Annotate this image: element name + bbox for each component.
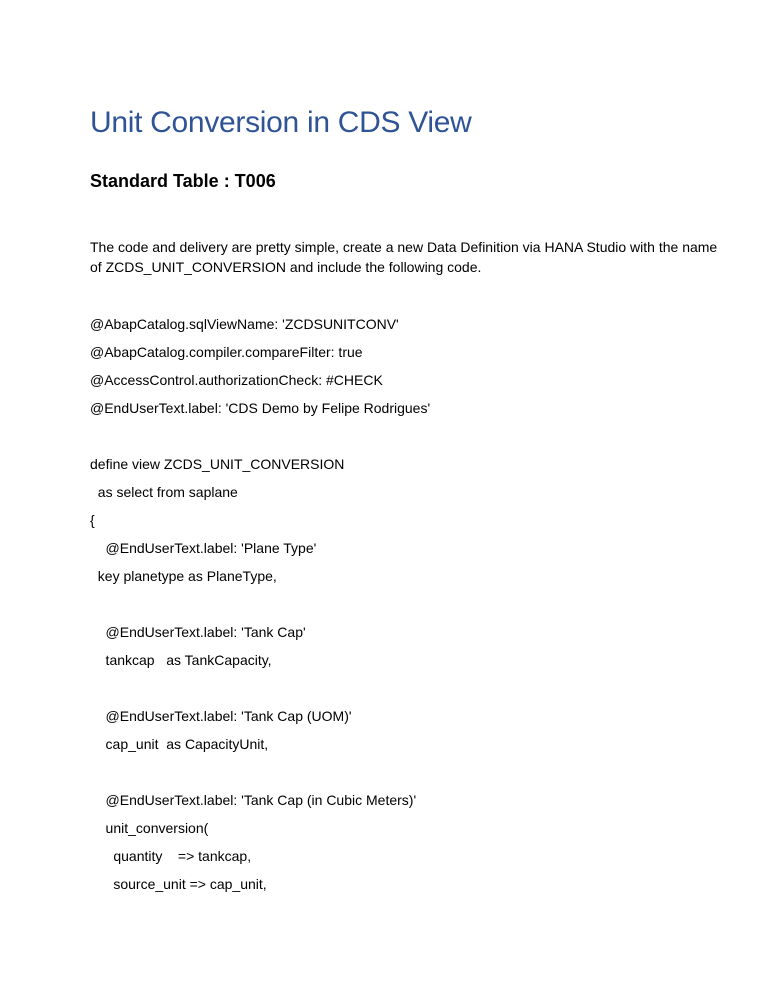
code-line: unit_conversion( (90, 820, 209, 836)
code-line: @AbapCatalog.compiler.compareFilter: true (90, 344, 363, 360)
code-line: @EndUserText.label: 'Tank Cap (in Cubic Meters)' (90, 792, 417, 808)
code-line: cap_unit as CapacityUnit, (90, 736, 269, 752)
code-line: as select from saplane (90, 484, 238, 500)
code-line: tankcap as TankCapacity, (90, 652, 272, 668)
code-line: @EndUserText.label: 'CDS Demo by Felipe Rodrigues' (90, 400, 431, 416)
code-line: define view ZCDS_UNIT_CONVERSION (90, 456, 345, 472)
code-line: { (90, 512, 95, 528)
intro-paragraph: The code and delivery are pretty simple, create a new Data Definition via HANA Studio with the name of ZCDS_UNIT_CONVERSION and include the following code. (90, 239, 718, 275)
section-heading: Standard Table : T006 (90, 171, 276, 191)
code-line: @EndUserText.label: 'Tank Cap (UOM)' (90, 708, 352, 724)
code-line: @EndUserText.label: 'Plane Type' (90, 540, 317, 556)
code-line: quantity => tankcap, (90, 848, 252, 864)
code-line: @AccessControl.authorizationCheck: #CHECK (90, 372, 383, 388)
code-line: key planetype as PlaneType, (90, 568, 277, 584)
document-title: Unit Conversion in CDS View (90, 106, 472, 139)
code-line: @EndUserText.label: 'Tank Cap' (90, 624, 306, 640)
code-line: source_unit => cap_unit, (90, 876, 267, 892)
code-line: @AbapCatalog.sqlViewName: 'ZCDSUNITCONV' (90, 316, 399, 332)
